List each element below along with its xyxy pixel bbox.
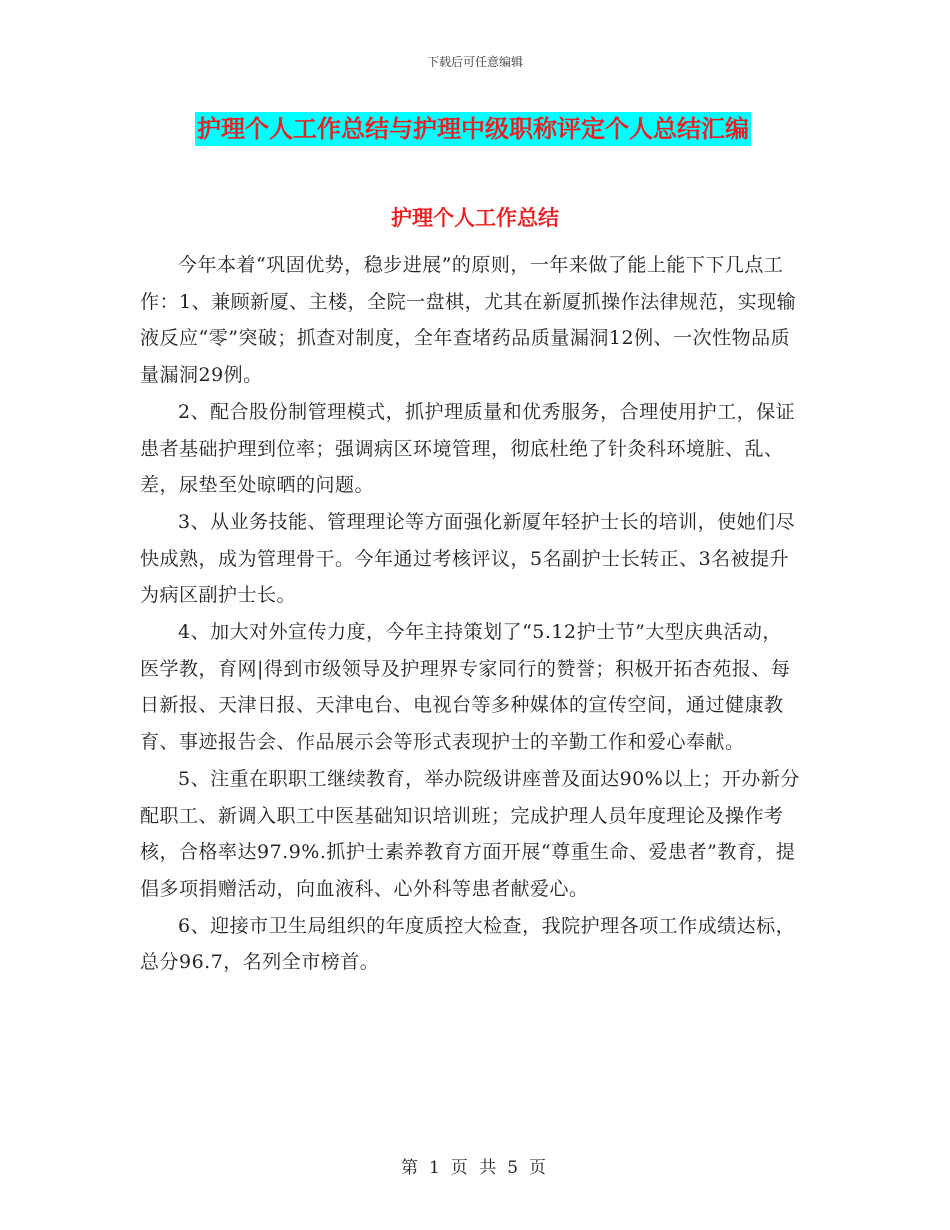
footer-middle: 页 共 (450, 1158, 500, 1178)
paragraph-4: 4、加大对外宣传力度，今年主持策划了“5.12护士节”大型庆典活动，医学教，育网|得到市级领导及护理界专家同行的赞誉；积极开拓杏苑报、每日新报、天津日报、天津电台、电视台等多种媒体的宣传空间，通过健康教育、事迹报告会、作品展示会等形式表现护士的辛勤工作和爱心奉献。 (140, 621, 791, 754)
paragraph-5: 5、注重在职职工继续教育，举办院级讲座普及面达90%以上；开办新分配职工、新调入职工中医基础知识培训班；完成护理人员年度理论及操作考核，合格率达97.9%.抓护士素养教育方面开展“尊重生命、爱患者”教育，提倡多项捐赠活动，向血液科、心外科等患者献爱心。 (140, 767, 800, 900)
section-title: 护理个人工作总结 (391, 206, 559, 230)
page-number: 1 (428, 1158, 443, 1178)
page-footer (0, 1153, 950, 1178)
page-header: 下载后可任意编辑 (426, 55, 523, 69)
document-title: 护理个人工作总结与护理中级职称评定个人总结汇编 (195, 112, 751, 146)
paragraph-1: 今年本着“巩固优势，稳步进展”的原则，一年来做了能上能下下几点工作：1、兼顾新厦、主楼，全院一盘棋，尤其在新厦抓操作法律规范，实现输液反应“零”突破；抓查对制度，全年查堵药品质量漏洞12例、一次性物品质量漏洞29例。 (140, 254, 797, 387)
paragraph-3: 3、从业务技能、管理理论等方面强化新厦年轻护士长的培训，使她们尽快成熟，成为管理骨干。今年通过考核评议，5名副护士长转正、3名被提升为病区副护士长。 (140, 510, 796, 607)
paragraph-2: 2、配合股份制管理模式，抓护理质量和优秀服务，合理使用护工，保证患者基础护理到位率；强调病区环境管理，彻底杜绝了针灸科环境脏、乱、差，尿垫至处晾晒的问题。 (140, 400, 796, 497)
body-text (140, 247, 800, 981)
paragraph-6: 6、迎接市卫生局组织的年度质控大检查，我院护理各项工作成绩达标，总分96.7，名列全市榜首。 (140, 914, 796, 974)
footer-suffix: 页 (529, 1158, 550, 1178)
total-pages: 5 (507, 1158, 522, 1178)
footer-prefix: 第 (400, 1158, 421, 1178)
